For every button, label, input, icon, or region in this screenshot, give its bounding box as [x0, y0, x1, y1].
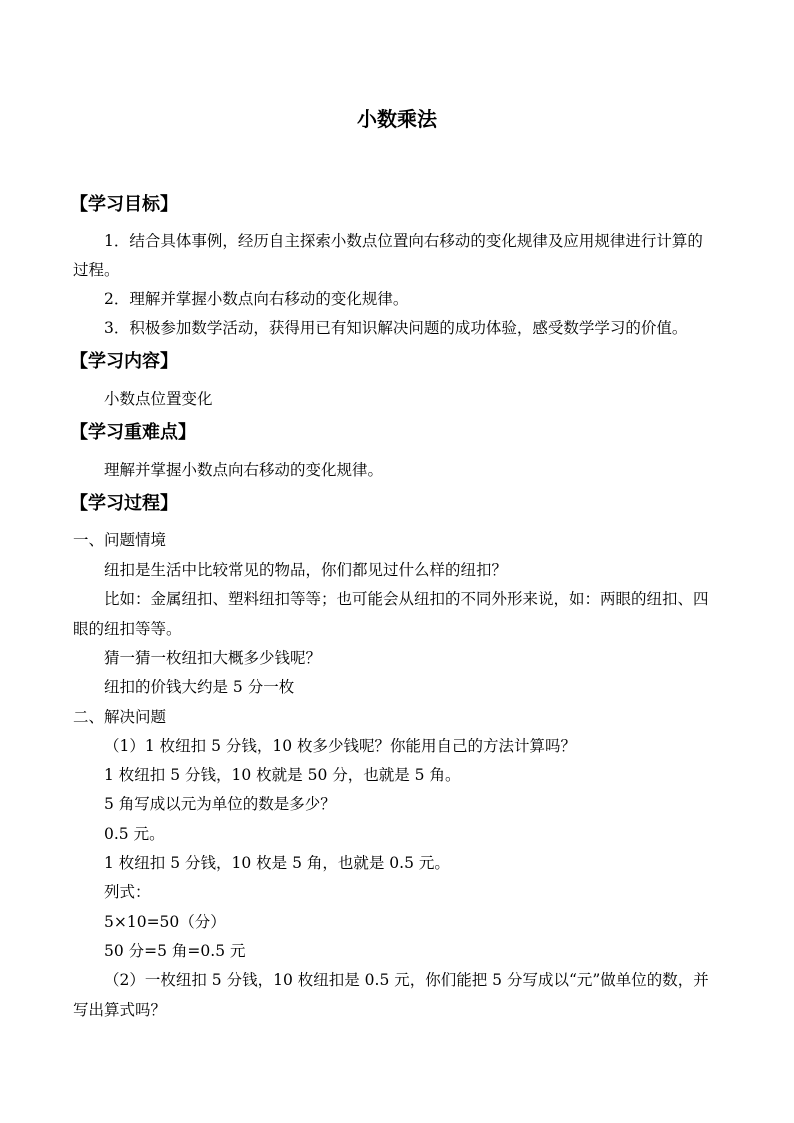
- part1-line-2: 比如：金属纽扣、塑料纽扣等等；也可能会从纽扣的不同外形来说，如：两眼的纽扣、四: [104, 590, 709, 608]
- document-title: 小数乘法: [357, 107, 437, 131]
- content-text: 小数点位置变化: [104, 390, 213, 408]
- difficulty-text: 理解并掌握小数点向右移动的变化规律。: [104, 461, 384, 479]
- goal-line-1: 1．结合具体事例，经历自主探索小数点位置向右移动的变化规律及应用规律进行计算的: [104, 232, 703, 250]
- goal-line-1-cont: 过程。: [73, 261, 120, 279]
- part2-line-6: 列式：: [104, 883, 151, 901]
- part1-line-4: 纽扣的价钱大约是 5 分一枚: [104, 678, 295, 696]
- part2-line-9: （2）一枚纽扣 5 分钱，10 枚纽扣是 0.5 元，你们能把 5 分写成以“元”做单位的数，并: [104, 971, 709, 989]
- part1-line-1: 纽扣是生活中比较常见的物品，你们都见过什么样的纽扣？: [104, 561, 508, 579]
- goal-line-2: 2．理解并掌握小数点向右移动的变化规律。: [104, 290, 409, 308]
- part2-line-5: 1 枚纽扣 5 分钱，10 枚是 5 角，也就是 0.5 元。: [104, 854, 450, 872]
- part2-line-3: 5 角写成以元为单位的数是多少？: [104, 795, 336, 813]
- goal-line-3: 3．积极参加数学活动，获得用已有知识解决问题的成功体验，感受数学学习的价值。: [104, 319, 688, 337]
- process-heading: 【学习过程】: [70, 493, 178, 514]
- goals-heading: 【学习目标】: [70, 194, 178, 215]
- part2-title: 二、解决问题: [73, 708, 167, 726]
- part2-line-1: （1）1 枚纽扣 5 分钱，10 枚多少钱呢？你能用自己的方法计算吗？: [104, 737, 577, 755]
- difficulty-heading: 【学习重难点】: [70, 422, 196, 443]
- part1-line-3: 猜一猜一枚纽扣大概多少钱呢？: [104, 649, 322, 667]
- part2-line-4: 0.5 元。: [104, 825, 165, 843]
- part1-line-2-cont: 眼的纽扣等等。: [73, 620, 182, 638]
- part2-line-8: 50 分=5 角=0.5 元: [104, 942, 246, 960]
- content-heading: 【学习内容】: [70, 351, 178, 372]
- part2-line-7: 5×10=50（分）: [104, 913, 226, 931]
- part2-line-9-cont: 写出算式吗？: [73, 1001, 167, 1019]
- part2-line-2: 1 枚纽扣 5 分钱，10 枚就是 50 分，也就是 5 角。: [104, 766, 461, 784]
- part1-title: 一、问题情境: [73, 531, 167, 549]
